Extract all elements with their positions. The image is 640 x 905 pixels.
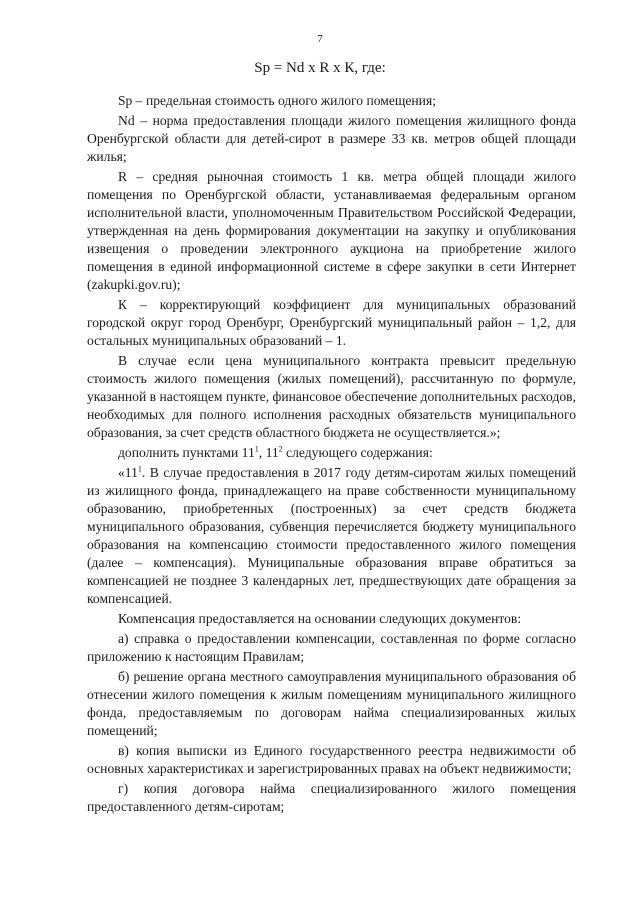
document-body: [87, 92, 576, 818]
paragraph-r-definition: R – средняя рыночная стоимость 1 кв. метра общей площади жилого помещения по Оренбургской области, устанавливаемая федеральным органом исполнительной власти, уполномоченным Правительством Российской Федерации, утвержденная на день формирования документации на закупку и опубликования извещения о проведении электронного аукциона на приобретение жилого помещения в единой информационной системе в сфере закупки в сети Интернет (zakupki.gov.ru);: [87, 169, 576, 292]
add-items-sup2: 2: [278, 444, 283, 454]
paragraph-nd-definition: Nd – норма предоставления площади жилого помещения жилищного фонда Оренбургской области для детей-сирот в размере 33 кв. метров общей площади жилья;: [87, 113, 576, 164]
formula-line: Sp = Nd x R x К, где:: [254, 60, 386, 76]
paragraph-doc-a: а) справка о предоставлении компенсации, составленная по форме согласно приложению к настоящим Правилам;: [87, 631, 576, 664]
paragraph-doc-b: б) решение органа местного самоуправления муниципального образования об отнесении жилого помещения к жилым помещениям муниципального жилищного фонда, предоставляемым по договорам найма специализированных жилых помещений;: [87, 669, 576, 738]
paragraph-k-definition: К – корректирующий коэффициент для муниципальных образований городской округ город Оренбург, Оренбургский муниципальный район – 1,2, для остальных муниципальных образований – 1.: [87, 297, 576, 348]
item-11-1-text: . В случае предоставления в 2017 году детям-сиротам жилых помещений из жилищного фонда, принадлежащего на праве собственности муниципальному образованию, приобретенных (построенных) за счет средств бюджета муниципального образования, субвенция перечисляется бюджету муниципального образования на компенсацию стоимости предоставленного жилого помещения (далее – компенсация). Муниципальные образования вправе обратиться за компенсацией не позднее 3 календарных лет, предшествующих дате обращения за компенсацией.: [87, 465, 576, 606]
add-items-mid: , 11: [258, 445, 279, 460]
paragraph-contract-price: В случае если цена муниципального контракта превысит предельную стоимость жилого помещения (жилых помещений), рассчитанную по формуле, указанной в настоящем пункте, финансовое обеспечение дополнительных расходов, необходимых для полного исполнения расходных обязательств муниципального образования, за счет средств областного бюджета не осуществляется.»;: [87, 353, 576, 440]
paragraph-add-items: [87, 444, 576, 462]
paragraph-compensation-docs: Компенсация предоставляется на основании следующих документов:: [118, 611, 522, 626]
paragraph-sp-definition: Sp – предельная стоимость одного жилого помещения;: [118, 93, 436, 108]
add-items-pre: дополнить пунктами 11: [118, 445, 255, 460]
paragraph-doc-v: в) копия выписки из Единого государственного реестра недвижимости об основных характеристиках и зарегистрированных правах на объект недвижимости;: [87, 743, 576, 776]
item-11-1-sup: 1: [137, 464, 142, 474]
paragraph-item-11-1: [87, 464, 576, 608]
paragraph-doc-g: г) копия договора найма специализированного жилого помещения предоставленного детям-сиротам;: [87, 781, 576, 814]
page-number: 7: [317, 33, 323, 45]
item-11-1-pre: «11: [118, 465, 138, 480]
add-items-sup1: 1: [254, 444, 259, 454]
add-items-post: следующего содержания:: [282, 445, 433, 460]
